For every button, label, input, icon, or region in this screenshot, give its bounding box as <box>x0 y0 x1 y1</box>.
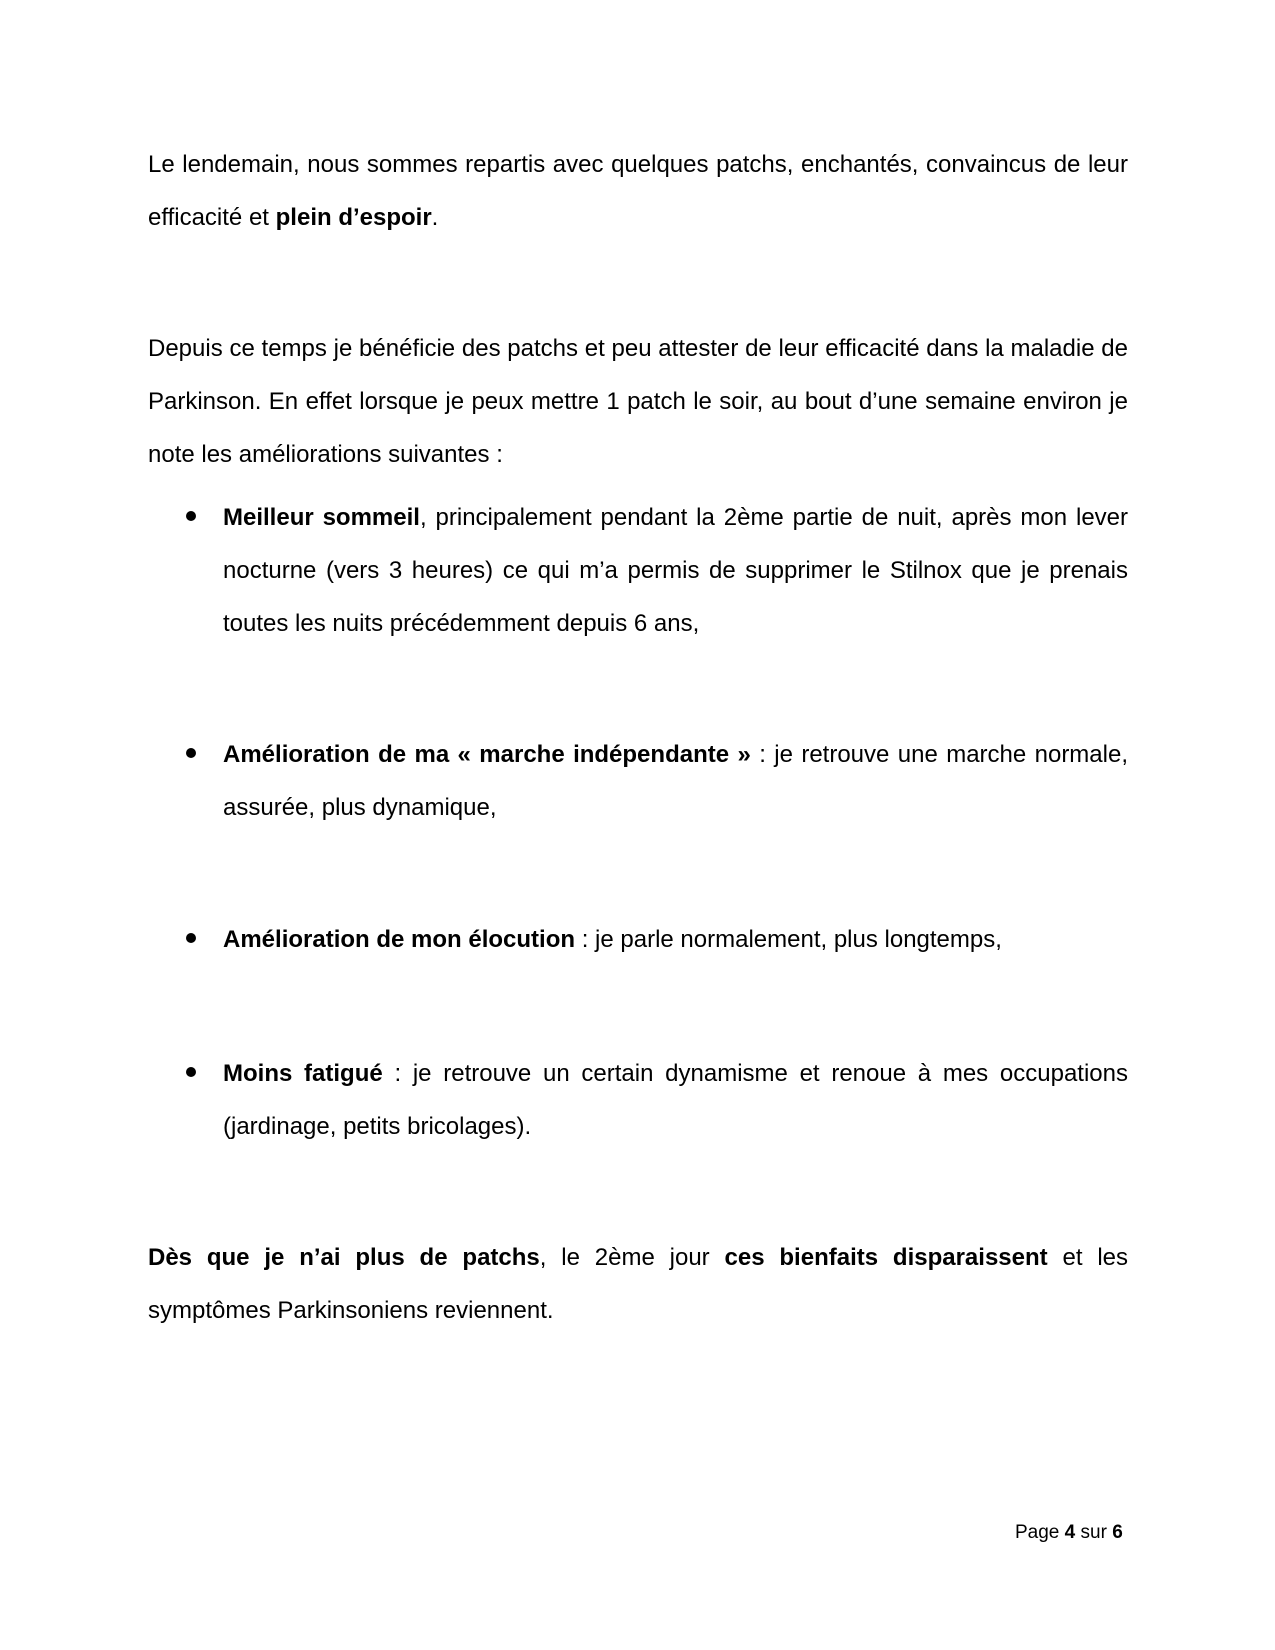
list-item-body: , principalement pendant la 2ème partie de nuit, après mon lever nocturne (vers 3 heures) ce qui m’a permis de supprimer le Stilnox que je prenais toutes les nuits précédemment depuis 6 ans, <box>223 504 1129 637</box>
bullet-icon <box>186 933 196 943</box>
list-item-text <box>223 1047 1128 1153</box>
paragraph-depuis <box>148 322 1128 481</box>
footer-prefix: Page <box>1015 1522 1065 1543</box>
list-item-bold-label: Moins fatigué <box>223 1060 383 1087</box>
list-item-bold-label: Amélioration de mon élocution <box>223 926 576 953</box>
list-item-bold-label: Amélioration de ma « marche indépendante » <box>223 741 751 768</box>
bullet-icon <box>186 511 196 521</box>
paragraph-text: Depuis ce temps je bénéficie des patchs et peu attester de leur efficacité dans la maladie de Parkinson. En effet lorsque je peux mettre 1 patch le soir, au bout d’une semaine environ je note les améliorations suivantes : <box>148 335 1128 468</box>
paragraph-bold-text: ces bienfaits disparaissent <box>724 1244 1048 1271</box>
paragraph-bold-text: Dès que je n’ai plus de patchs <box>148 1244 540 1271</box>
total-page-count: 6 <box>1112 1522 1123 1543</box>
paragraph-text: Le lendemain, nous sommes repartis avec quelques patchs, enchantés, convaincus de leur efficacité et <box>148 151 1128 231</box>
list-item-text <box>223 491 1128 650</box>
paragraph-des-que <box>148 1231 1128 1337</box>
paragraph-text: et les symptômes Parkinsoniens reviennent. <box>148 1244 1129 1324</box>
list-item-text <box>223 913 1128 966</box>
list-item-bold-label: Meilleur sommeil <box>223 504 420 531</box>
list-item-body: : je retrouve un certain dynamisme et renoue à mes occupations (jardinage, petits bricolages). <box>223 1060 1128 1140</box>
footer-separator: sur <box>1075 1522 1113 1543</box>
paragraph-bold-text: plein d’espoir <box>275 204 432 231</box>
paragraph-text: . <box>431 204 439 231</box>
list-item-body: : je parle normalement, plus longtemps, <box>575 926 1002 953</box>
page-number-footer <box>1015 1521 1123 1545</box>
paragraph-text: , le 2ème jour <box>539 1244 725 1271</box>
current-page-number: 4 <box>1064 1522 1076 1543</box>
document-page <box>148 0 1128 1650</box>
paragraph-lendemain <box>148 138 1128 244</box>
list-item-body: : je retrouve une marche normale, assurée, plus dynamique, <box>223 741 1128 821</box>
list-item-text <box>223 728 1128 834</box>
bullet-icon <box>186 1067 196 1077</box>
bullet-icon <box>186 748 196 758</box>
